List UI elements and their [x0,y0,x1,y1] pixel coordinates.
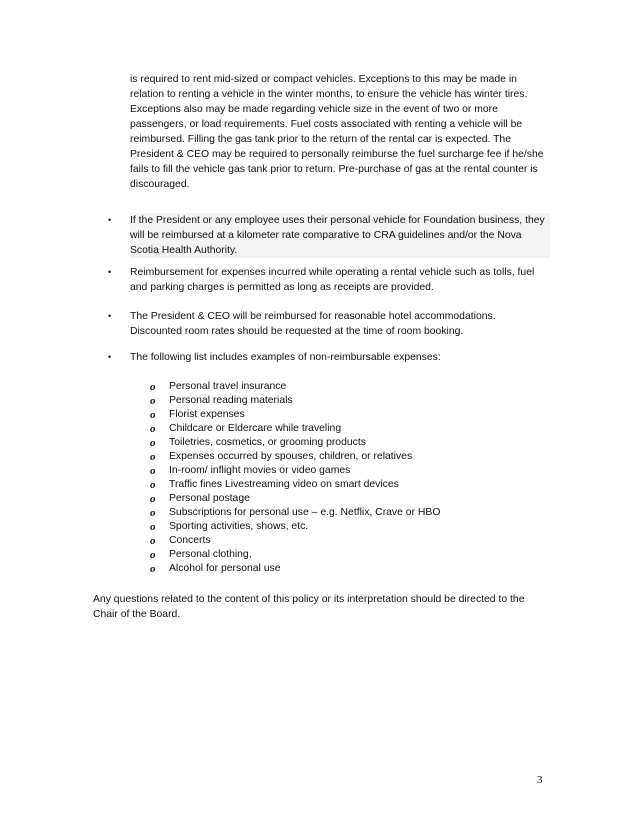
list-item: o Personal reading materials [150,395,293,407]
sub-bullet-marker: o [150,381,156,393]
sub-bullet-marker: o [150,535,156,547]
bullet-marker: • [108,215,112,225]
bullet-marker: • [108,267,112,277]
bullet-text: Reimbursement for expenses incurred while operating a rental vehicle such as tolls, fuel and parking charges is permitted as long as receipts are provided. [130,267,535,293]
sub-bullet-marker: o [150,507,156,519]
bullet-text: The President & CEO will be reimbursed for reasonable hotel accommodations. Discounted room rates should be requested at the time of room booking. [130,311,496,337]
sub-bullet-marker: o [150,521,156,533]
list-item: o Personal travel insurance [150,381,287,393]
sub-bullet-marker: o [150,493,156,505]
sub-bullet-marker: o [150,465,156,477]
list-item: o Expenses occurred by spouses, children, or relatives [150,451,413,463]
sub-bullet-marker: o [150,451,156,463]
sub-bullet-marker: o [150,479,156,491]
sub-bullet-marker: o [150,563,156,575]
bullet-marker: • [108,352,112,362]
page-number: 3 [537,774,543,786]
sub-bullet-marker: o [150,549,156,561]
bullet-text: The following list includes examples of non-reimbursable expenses: [130,352,441,363]
list-item: o Toiletries, cosmetics, or grooming products [150,437,366,449]
list-item: o Sporting activities, shows, etc. [150,521,309,533]
list-item: o Subscriptions for personal use – e.g. Netflix, Crave or HBO [150,507,441,519]
non-reimbursable-list [150,380,530,576]
list-item: o Alcohol for personal use [150,563,281,575]
bullet-marker: • [108,311,112,321]
sub-bullet-marker: o [150,395,156,407]
continuation-paragraph: is required to rent mid-sized or compact vehicles. Exceptions to this may be made in relation to renting a vehicle in the winter months, to ensure the vehicle has winter tires. Exceptions also may be made regarding vehicle size in the event of two or more passengers, or load requirements. Fuel costs associated with renting a vehicle will be reimbursed. Filling the gas tank prior to the return of the rental car is expected. The President & CEO may be required to personally reimburse the fuel surcharge fee if he/she fails to fill the vehicle gas tank prior to return. Pre-purchase of gas at the rental counter is discouraged. [130,74,544,190]
list-item: o Florist expenses [150,409,245,421]
list-item: o Personal postage [150,493,250,505]
sub-bullet-marker: o [150,423,156,435]
list-item: o Traffic fines Livestreaming video on smart devices [150,479,399,491]
list-item: o Childcare or Eldercare while traveling [150,423,342,435]
list-item: o Personal clothing, [150,549,252,561]
sub-bullet-marker: o [150,437,156,449]
closing-paragraph: Any questions related to the content of this policy or its interpretation should be directed to the Chair of the Board. [93,594,525,620]
list-item: o In-room/ inflight movies or video games [150,465,351,477]
sub-bullet-marker: o [150,409,156,421]
list-item: o Concerts [150,535,211,547]
bullet-text: If the President or any employee uses their personal vehicle for Foundation business, they will be reimbursed at a kilometer rate comparative to CRA guidelines and/or the Nova Scotia Health Authority. [130,213,550,258]
